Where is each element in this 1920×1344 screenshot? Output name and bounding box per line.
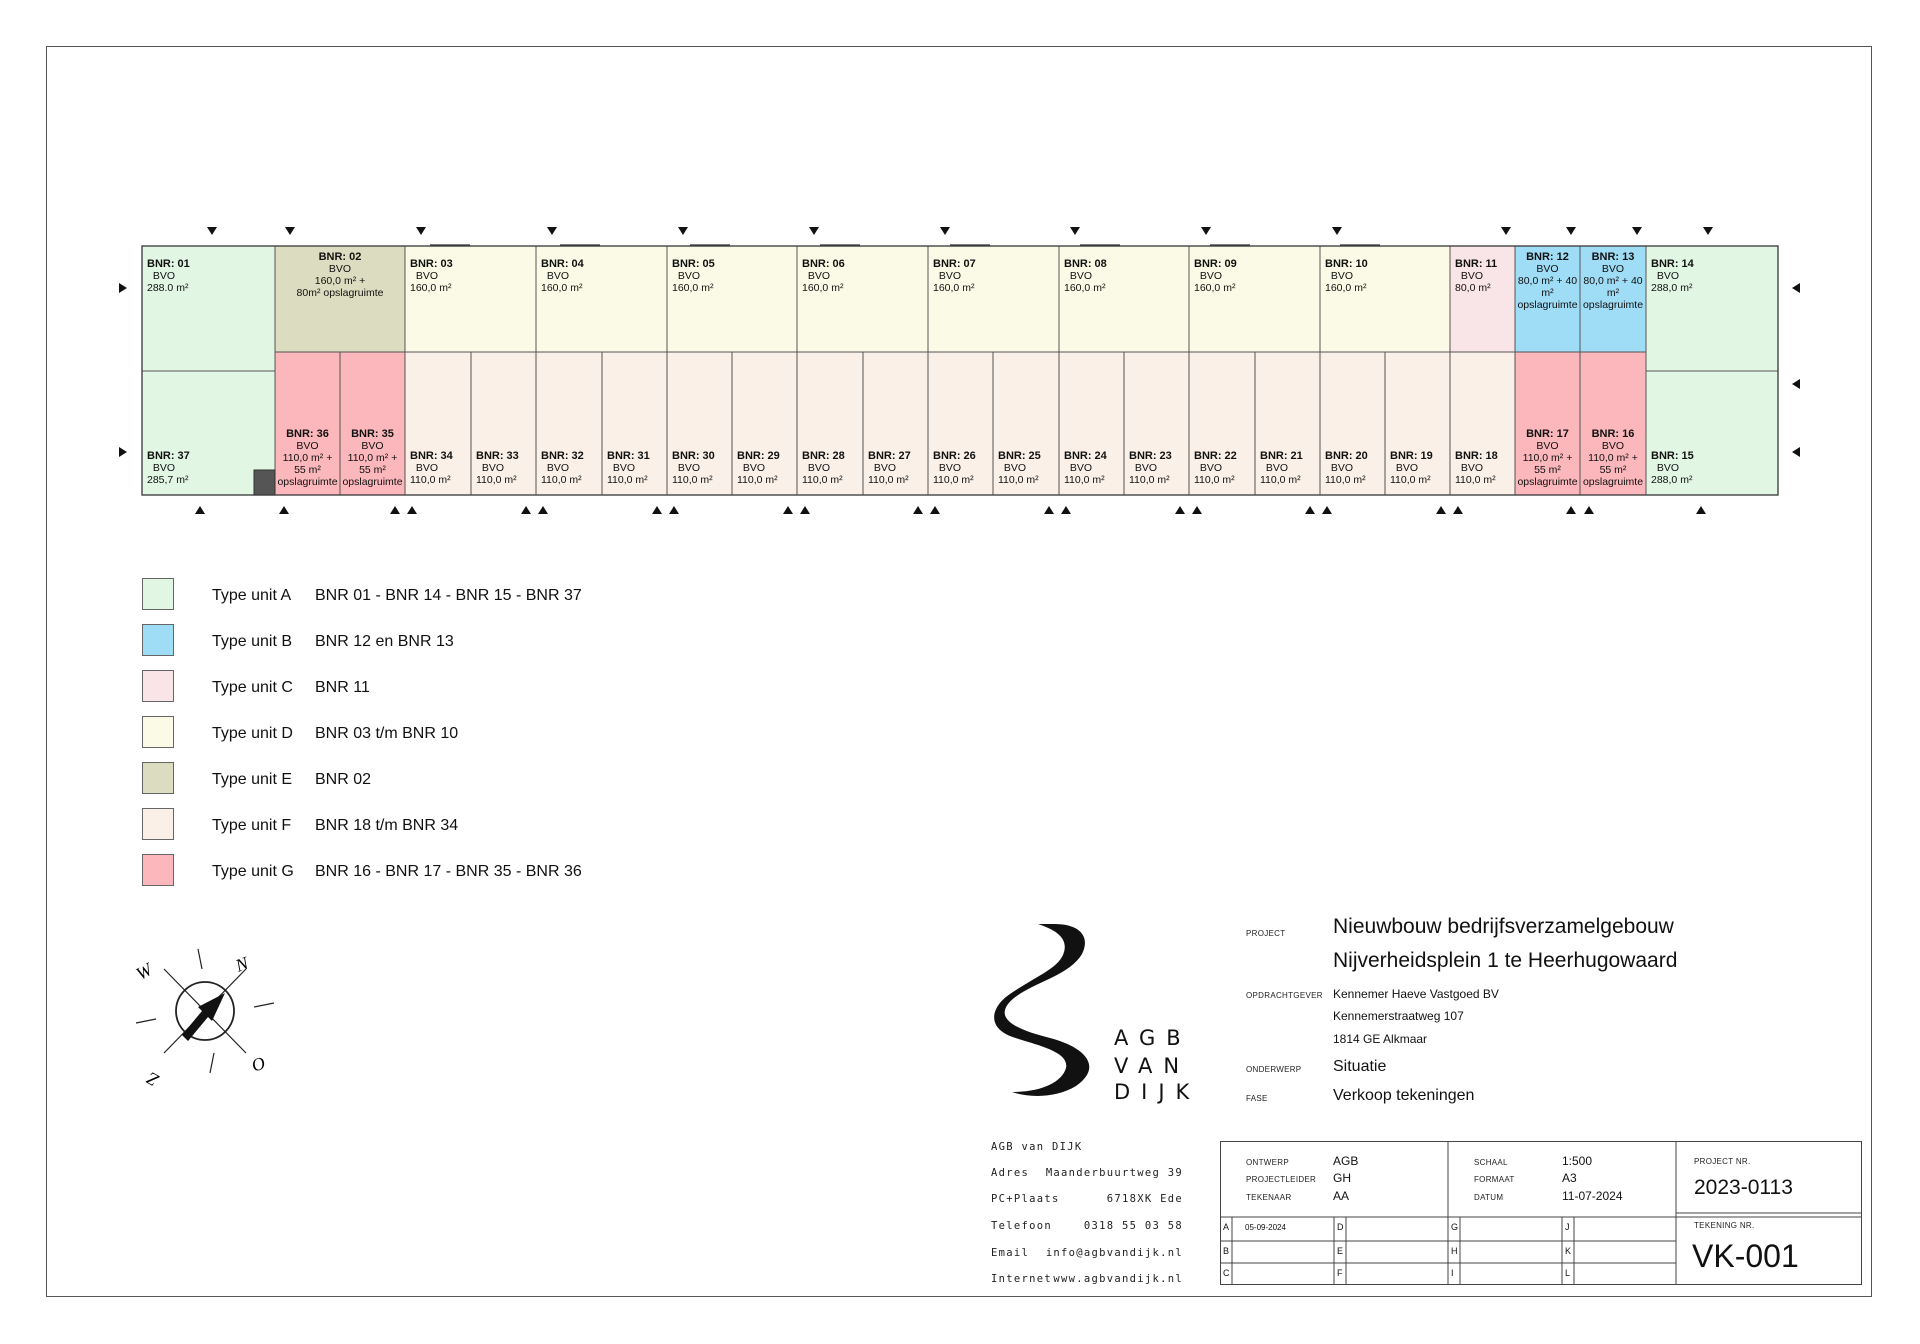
drafter-value: AA <box>1333 1189 1350 1203</box>
client-name: Kennemer Haeve Vastgoed BV <box>1333 987 1499 1001</box>
unit-detail-label: 110,0 m² <box>1260 474 1301 486</box>
logo-text-van: VAN <box>1114 1054 1191 1078</box>
projectleader-value: GH <box>1333 1171 1351 1185</box>
unit-id-label: BNR: 28 <box>802 450 845 462</box>
unit-detail-label: 110,0 m² <box>1194 474 1235 486</box>
revision-letter: J <box>1565 1222 1570 1232</box>
unit-id-label: BNR: 07 <box>933 258 976 270</box>
unit-id-label: BNR: 11 <box>1455 258 1498 270</box>
revision-letter: I <box>1451 1268 1454 1278</box>
legend-units-label: BNR 18 t/m BNR 34 <box>315 817 459 834</box>
unit-detail-label: BVO <box>677 462 701 474</box>
unit-detail-label: BVO <box>1601 440 1625 452</box>
unit-detail-label: opslagruimte <box>277 476 338 488</box>
unit-detail-label: BVO <box>1134 462 1158 474</box>
unit-detail-label: 110,0 m² + <box>347 452 398 464</box>
unit-detail-label: BVO <box>1536 440 1559 452</box>
revision-letter: C <box>1223 1268 1230 1278</box>
revision-letter: F <box>1337 1268 1343 1278</box>
unit-id-label: BNR: 36 <box>286 428 329 440</box>
compass-w-label: W <box>132 959 156 984</box>
project-title-line2: Nijverheidsplein 1 te Heerhugowaard <box>1333 949 1678 972</box>
unit-id-label: BNR: 05 <box>672 258 715 270</box>
unit-detail-label: opslagruimte <box>1517 476 1578 488</box>
legend-units-label: BNR 11 <box>315 679 370 696</box>
unit-id-label: BNR: 32 <box>541 450 584 462</box>
unit-detail-label: BVO <box>1460 270 1484 282</box>
design-label: ONTWERP <box>1246 1158 1289 1167</box>
unit-detail-label: opslagruimte <box>1582 476 1644 488</box>
unit-detail-label: 110,0 m² <box>802 474 843 486</box>
unit-detail-label: 55 m² <box>1599 464 1627 476</box>
unit-id-label: BNR: 06 <box>802 258 845 270</box>
unit-detail-label: m² <box>1541 287 1554 299</box>
unit-id-label: BNR: 03 <box>410 258 453 270</box>
unit-id-label: BNR: 16 <box>1591 428 1635 440</box>
unit-detail-label: 110,0 m² <box>410 474 451 486</box>
client-label: OPDRACHTGEVER <box>1246 991 1323 1000</box>
unit-detail-label: BVO <box>1536 263 1559 275</box>
unit-detail-label: 110,0 m² <box>672 474 713 486</box>
unit-id-label: BNR: 23 <box>1129 450 1172 462</box>
unit-detail-label: BVO <box>415 462 439 474</box>
unit-id-label: BNR: 25 <box>998 450 1041 462</box>
unit-id-label: BNR: 30 <box>672 450 715 462</box>
unit-detail-label: 80,0 m² + 40 <box>1583 275 1643 287</box>
unit-detail-label: BVO <box>415 270 439 282</box>
logo-text-dijk: DIJK <box>1114 1080 1201 1104</box>
unit-detail-label: 110,0 m² <box>1390 474 1431 486</box>
client-city: 1814 GE Alkmaar <box>1333 1032 1428 1046</box>
legend-units-label: BNR 01 - BNR 14 - BNR 15 - BNR 37 <box>315 587 582 604</box>
logo-text-agb: AGB <box>1114 1026 1192 1050</box>
unit-id-label: BNR: 02 <box>318 251 362 263</box>
compass-n-label: N <box>232 952 251 976</box>
unit-id-label: BNR: 18 <box>1455 450 1498 462</box>
project-label: PROJECT <box>1246 929 1286 938</box>
unit-detail-label: BVO <box>938 462 962 474</box>
legend-type-label: Type unit F <box>212 817 292 834</box>
unit-detail-label: BVO <box>481 462 505 474</box>
unit-detail-label: BVO <box>361 440 384 452</box>
unit-id-label: BNR: 24 <box>1064 450 1107 462</box>
unit-detail-label: opslagruimte <box>342 476 403 488</box>
unit-detail-label: opslagruimte <box>1517 299 1578 311</box>
unit-detail-label: BVO <box>546 462 570 474</box>
contact-label: PC+Plaats <box>991 1193 1060 1205</box>
unit-id-label: BNR: 33 <box>476 450 519 462</box>
unit-detail-label: 160,0 m² <box>802 282 844 294</box>
drafter-label: TEKENAAR <box>1246 1193 1292 1202</box>
phase-value: Verkoop tekeningen <box>1333 1087 1475 1104</box>
unit-id-label: BNR: 21 <box>1260 450 1303 462</box>
unit-detail-label: BVO <box>1003 462 1027 474</box>
unit-detail-label: BVO <box>1395 462 1419 474</box>
unit-id-label: BNR: 26 <box>933 450 976 462</box>
revision-letter: D <box>1337 1222 1344 1232</box>
unit-detail-label: BVO <box>1656 270 1680 282</box>
contact-label: Internet <box>991 1273 1052 1285</box>
contact-value: Maanderbuurtweg 39 <box>1045 1167 1183 1179</box>
revision-letter: L <box>1565 1268 1571 1278</box>
unit-detail-label: BVO <box>807 270 831 282</box>
phase-label: FASE <box>1246 1094 1268 1103</box>
unit-id-label: BNR: 08 <box>1064 258 1107 270</box>
unit-detail-label: BVO <box>328 263 352 275</box>
unit-id-label: BNR: 27 <box>868 450 911 462</box>
unit-detail-label: 285,7 m² <box>147 474 189 486</box>
format-value: A3 <box>1562 1171 1577 1185</box>
legend-units-label: BNR 16 - BNR 17 - BNR 35 - BNR 36 <box>315 863 582 880</box>
revision-letter: B <box>1223 1246 1230 1256</box>
unit-detail-label: BVO <box>1199 270 1223 282</box>
unit-detail-label: BVO <box>546 270 570 282</box>
revision-date: 05-09-2024 <box>1245 1223 1286 1232</box>
unit-detail-label: 110,0 m² <box>868 474 909 486</box>
unit-detail-label: 110,0 m² <box>1455 474 1496 486</box>
unit-detail-label: BVO <box>152 270 176 282</box>
unit-detail-label: 288,0 m² <box>1651 282 1693 294</box>
unit-id-label: BNR: 22 <box>1194 450 1237 462</box>
contact-label: Email <box>991 1247 1030 1259</box>
unit-id-label: BNR: 37 <box>147 450 190 462</box>
unit-detail-label: BVO <box>1069 462 1093 474</box>
unit-detail-label: BVO <box>1330 270 1354 282</box>
unit-detail-label: 110,0 m² + <box>1588 452 1638 464</box>
unit-detail-label: 110,0 m² <box>1064 474 1105 486</box>
legend-type-label: Type unit E <box>212 771 293 788</box>
unit-detail-label: 160,0 m² <box>1064 282 1106 294</box>
unit-detail-label: 110,0 m² <box>541 474 582 486</box>
unit-id-label: BNR: 34 <box>410 450 453 462</box>
compass-z-label: Z <box>143 1068 163 1091</box>
project-number-label: PROJECT NR. <box>1694 1157 1751 1166</box>
unit-id-label: BNR: 13 <box>1591 251 1635 263</box>
unit-detail-label: BVO <box>1199 462 1223 474</box>
unit-detail-label: 288,0 m² <box>1651 474 1693 486</box>
revision-letter: E <box>1337 1246 1344 1256</box>
unit-id-label: BNR: 17 <box>1526 428 1569 440</box>
legend-units-label: BNR 12 en BNR 13 <box>315 633 454 650</box>
scale-label: SCHAAL <box>1474 1158 1508 1167</box>
unit-id-label: BNR: 15 <box>1651 450 1694 462</box>
unit-detail-label: 55 m² <box>1534 464 1561 476</box>
unit-detail-label: 110,0 m² <box>1325 474 1366 486</box>
unit-id-label: BNR: 29 <box>737 450 780 462</box>
unit-detail-label: BVO <box>1265 462 1289 474</box>
company-name: AGB van DIJK <box>991 1141 1083 1153</box>
unit-detail-label: BVO <box>938 270 962 282</box>
unit-detail-label: 160,0 m² <box>1194 282 1236 294</box>
unit-detail-label: BVO <box>1330 462 1354 474</box>
drawing-number-label: TEKENING NR. <box>1694 1221 1755 1230</box>
legend-type-label: Type unit A <box>212 587 292 604</box>
unit-id-label: BNR: 12 <box>1526 251 1569 263</box>
unit-detail-label: 110,0 m² <box>476 474 517 486</box>
unit-detail-label: BVO <box>1601 263 1625 275</box>
contact-label: Adres <box>991 1167 1030 1179</box>
compass-o-label: O <box>248 1052 268 1076</box>
subject-value: Situatie <box>1333 1058 1387 1075</box>
revision-letter: A <box>1223 1222 1230 1232</box>
revision-letter: H <box>1451 1246 1458 1256</box>
unit-id-label: BNR: 04 <box>541 258 584 270</box>
unit-id-label: BNR: 35 <box>351 428 394 440</box>
projectleader-label: PROJECTLEIDER <box>1246 1175 1317 1184</box>
unit-detail-label: 160,0 m² <box>541 282 583 294</box>
contact-value: 0318 55 03 58 <box>1083 1220 1183 1232</box>
contact-value: www.agbvandijk.nl <box>1053 1273 1183 1285</box>
unit-detail-label: opslagruimte <box>1582 299 1644 311</box>
unit-detail-label: BVO <box>1069 270 1093 282</box>
unit-detail-label: 80m² opslagruimte <box>296 287 384 299</box>
unit-detail-label: 160,0 m² <box>410 282 452 294</box>
unit-detail-label: BVO <box>807 462 831 474</box>
format-label: FORMAAT <box>1474 1175 1515 1184</box>
legend-units-label: BNR 03 t/m BNR 10 <box>315 725 459 742</box>
unit-detail-label: BVO <box>296 440 319 452</box>
revision-letter: K <box>1565 1246 1572 1256</box>
unit-detail-label: 55 m² <box>294 464 321 476</box>
unit-detail-label: BVO <box>1460 462 1484 474</box>
unit-detail-label: BVO <box>1656 462 1680 474</box>
unit-detail-label: 80,0 m² + 40 <box>1517 275 1578 287</box>
unit-detail-label: BVO <box>677 270 701 282</box>
legend-type-label: Type unit B <box>212 633 293 650</box>
unit-detail-label: 110,0 m² + <box>1522 452 1573 464</box>
project-number-value: 2023-0113 <box>1694 1176 1793 1199</box>
revision-letter: G <box>1451 1222 1459 1232</box>
scale-value: 1:500 <box>1562 1154 1593 1168</box>
design-value: AGB <box>1333 1154 1359 1168</box>
legend-type-label: Type unit C <box>212 679 293 696</box>
unit-id-label: BNR: 01 <box>147 258 190 270</box>
unit-detail-label: 55 m² <box>359 464 386 476</box>
unit-detail-label: BVO <box>152 462 176 474</box>
unit-detail-label: 110,0 m² <box>1129 474 1170 486</box>
date-value: 11-07-2024 <box>1562 1189 1623 1203</box>
unit-id-label: BNR: 19 <box>1390 450 1433 462</box>
drawing-number-value: VK-001 <box>1692 1238 1799 1274</box>
client-street: Kennemerstraatweg 107 <box>1333 1009 1464 1023</box>
unit-detail-label: BVO <box>742 462 766 474</box>
unit-id-label: BNR: 14 <box>1651 258 1694 270</box>
unit-id-label: BNR: 09 <box>1194 258 1237 270</box>
unit-detail-label: 110,0 m² <box>933 474 974 486</box>
unit-detail-label: 160,0 m² <box>672 282 714 294</box>
unit-detail-label: m² <box>1606 287 1620 299</box>
unit-detail-label: BVO <box>612 462 636 474</box>
unit-detail-label: 110,0 m² <box>737 474 778 486</box>
unit-detail-label: 110,0 m² + <box>282 452 333 464</box>
contact-value: 6718XK Ede <box>1106 1193 1183 1205</box>
unit-detail-label: 80,0 m² <box>1455 282 1491 294</box>
unit-id-label: BNR: 31 <box>607 450 650 462</box>
contact-value: info@agbvandijk.nl <box>1045 1247 1183 1259</box>
subject-label: ONDERWERP <box>1246 1065 1302 1074</box>
unit-detail-label: 110,0 m² <box>998 474 1039 486</box>
unit-id-label: BNR: 20 <box>1325 450 1368 462</box>
legend-type-label: Type unit D <box>212 725 293 742</box>
unit-detail-label: BVO <box>873 462 897 474</box>
unit-detail-label: 110,0 m² <box>607 474 648 486</box>
contact-label: Telefoon <box>991 1220 1052 1232</box>
unit-detail-label: 160,0 m² <box>1325 282 1367 294</box>
legend-type-label: Type unit G <box>212 863 294 880</box>
unit-id-label: BNR: 10 <box>1325 258 1368 270</box>
unit-detail-label: 160,0 m² <box>933 282 975 294</box>
date-label: DATUM <box>1474 1193 1504 1202</box>
legend-units-label: BNR 02 <box>315 771 372 788</box>
unit-detail-label: 288.0 m² <box>147 282 189 294</box>
unit-detail-label: 160,0 m² + <box>314 275 366 287</box>
project-title-line1: Nieuwbouw bedrijfsverzamelgebouw <box>1333 915 1674 938</box>
